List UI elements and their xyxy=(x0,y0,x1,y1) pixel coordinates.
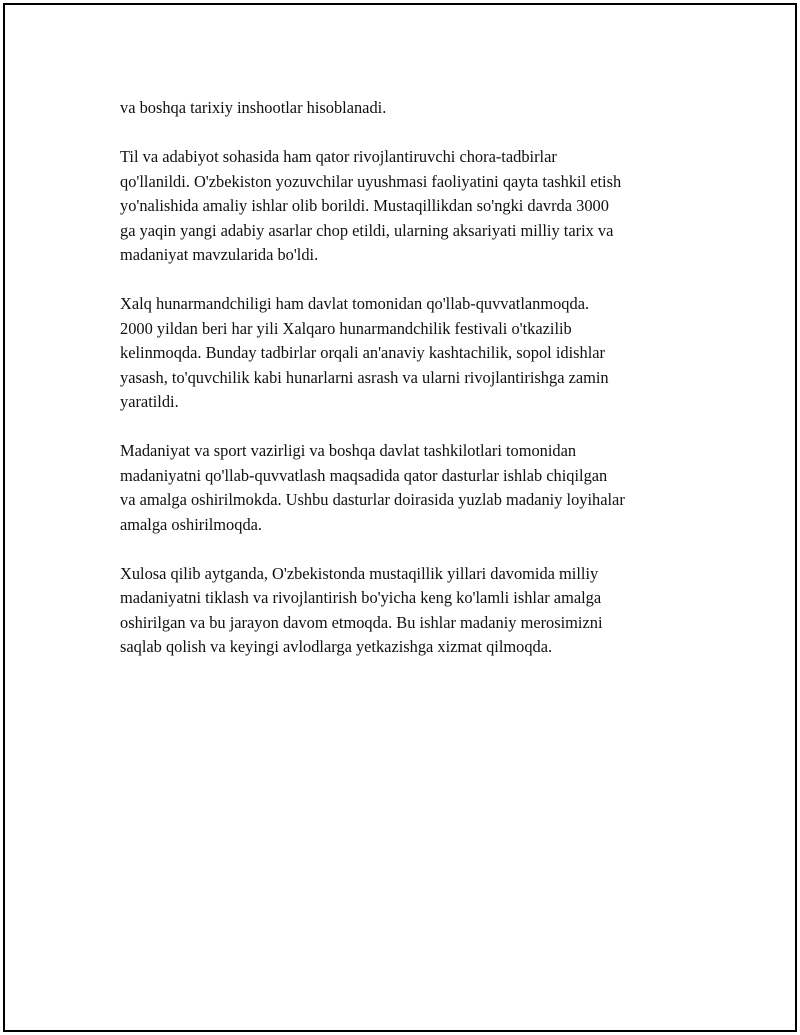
document-body xyxy=(120,96,705,684)
paragraph-5: Xulosa qilib aytganda, O'zbekistonda mustaqillik yillari davomida milliy madaniyatni tiklash va rivojlantirish bo'yicha keng ko'lamli ishlar amalga oshirilgan va bu jarayon davom etmoqda. Bu ishlar madaniy merosimizni saqlab qolish va keyingi avlodlarga yetkazishga xizmat qilmoqda. xyxy=(120,563,603,656)
paragraph-1: va boshqa tarixiy inshootlar hisoblanadi. xyxy=(120,98,387,117)
paragraph-2: Til va adabiyot sohasida ham qator rivojlantiruvchi chora-tadbirlar qo'llanildi. O'zbekiston yozuvchilar uyushmasi faoliyatini qayta tashkil etish yo'nalishida amaliy ishlar olib borildi. Mustaqillikdan so'ngki davrda 3000 ga yaqin yangi adabiy asarlar chop etildi, ularning aksariyati milliy tarix va madaniyat mavzularida bo'ldi. xyxy=(120,147,622,264)
document-page xyxy=(3,3,797,1032)
paragraph-4: Madaniyat va sport vazirligi va boshqa davlat tashkilotlari tomonidan madaniyatni qo'llab-quvvatlash maqsadida qator dasturlar ishlab chiqilgan va amalga oshirilmokda. Ushbu dasturlar doirasida yuzlab madaniy loyihalar amalga oshirilmoqda. xyxy=(120,441,625,534)
paragraph-3: Xalq hunarmandchiligi ham davlat tomonidan qo'llab-quvvatlanmoqda. 2000 yildan beri har yili Xalqaro hunarmandchilik festivali o'tkazilib kelinmoqda. Bunday tadbirlar orqali an'anaviy kashtachilik, sopol idishlar yasash, to'quvchilik kabi hunarlarni asrash va ularni rivojlantirishga zamin yaratildi. xyxy=(120,294,609,411)
